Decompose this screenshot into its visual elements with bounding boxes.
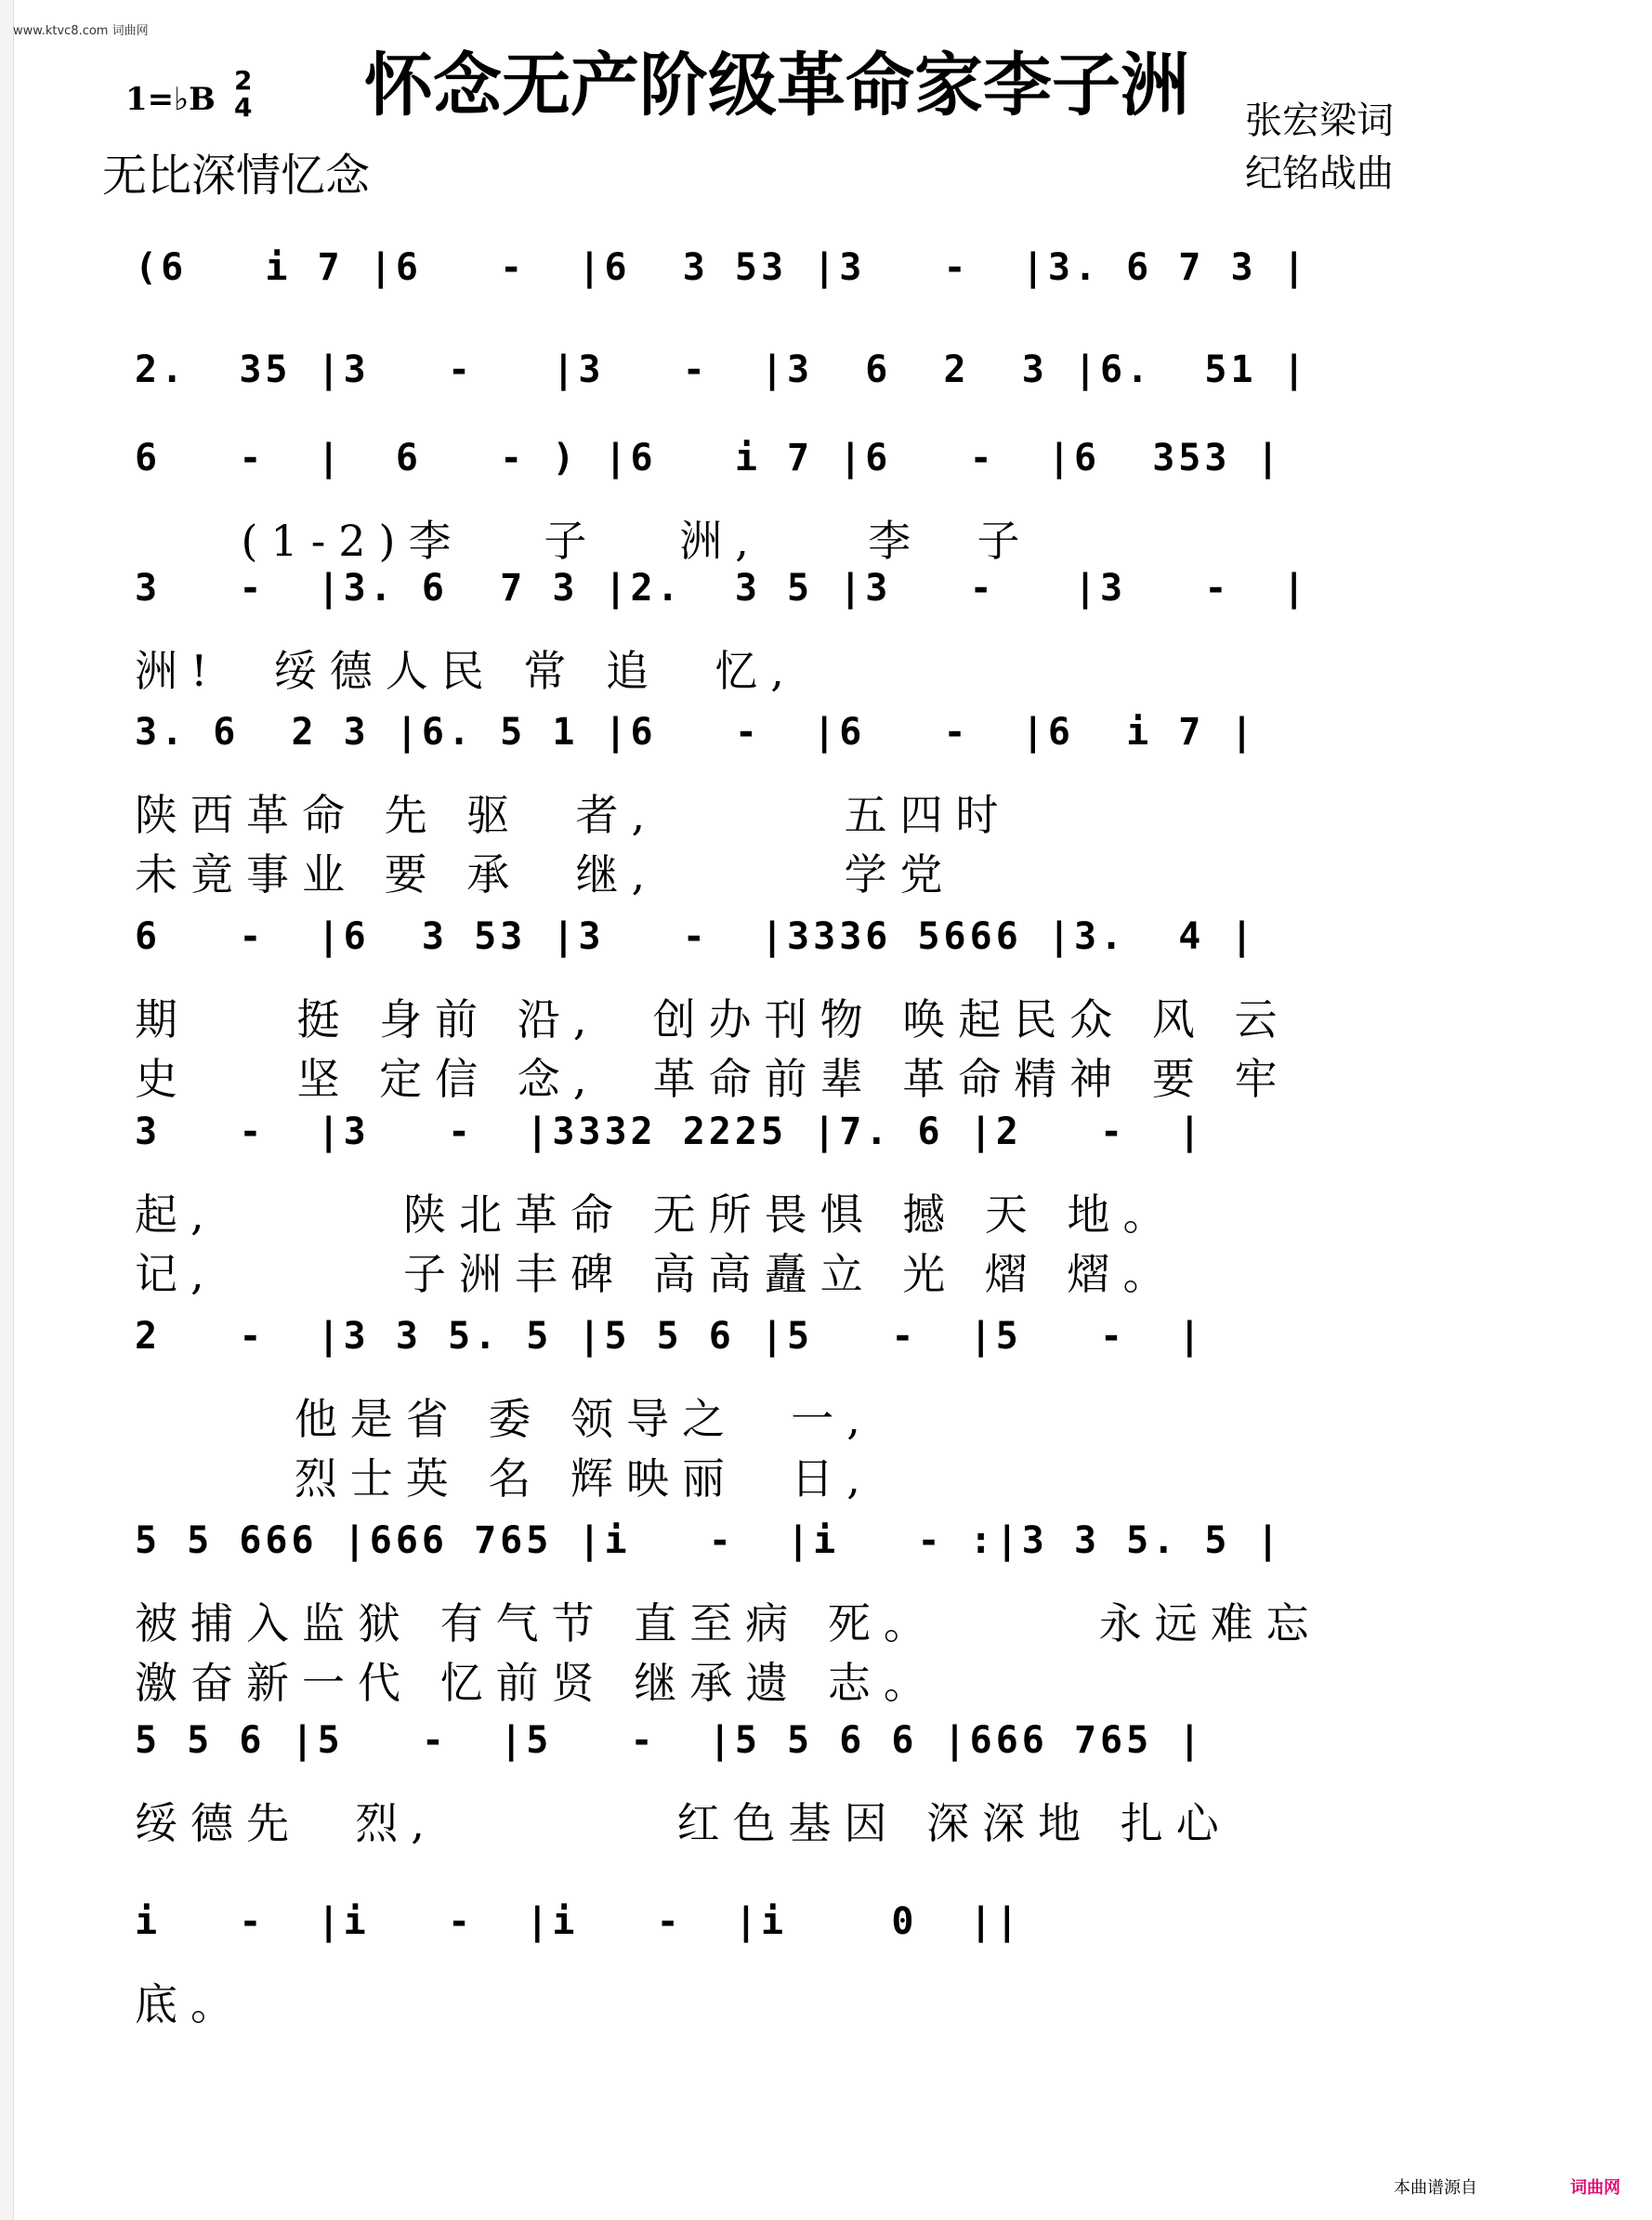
page-side-strip [0,0,14,2220]
key-signature: 1=♭B [125,81,216,118]
notation-row: 3 - |3. 6 7 3 |2. 3 5 |3 - |3 - | [135,567,1309,610]
footer-source-text: 本曲谱源自 [1394,2178,1477,2198]
notation-row: 2. 35 |3 - |3 - |3 6 2 3 |6. 51 | [135,348,1309,391]
lyric-line: 他是省 委 领导之 一, [135,1394,873,1444]
lyric-line: 史 坚 定信 念, 革命前辈 革命精神 要 牢 [135,1054,1291,1104]
notation-row: 2 - |3 3 5. 5 |5 5 6 |5 - |5 - | [135,1315,1205,1358]
expression-marking: 无比深情忆念 [102,150,371,202]
footer-brand: 词曲网 [1570,2178,1620,2198]
composer-credit: 纪铭战曲 [1245,152,1394,195]
lyric-line: 陕西革命 先 驱 者, 五四时 [135,790,1012,840]
lyric-line: 底。 [135,1979,246,2030]
lyric-line: 未竟事业 要 承 继, 学党 [135,849,956,900]
lyric-line: 激奋新一代 忆前贤 继承遗 志。 [135,1658,939,1708]
notation-row: 5 5 6 |5 - |5 - |5 5 6 6 |666 765 | [135,1719,1205,1762]
lyricist-credit: 张宏梁词 [1245,99,1394,142]
song-title: 怀念无产阶级革命家李子洲 [364,46,1189,125]
lyric-line: 绥德先 烈, 红色基因 深深地 扎心 [135,1798,1232,1848]
lyric-line: 被捕入监狱 有气节 直至病 死。 永远难忘 [135,1598,1322,1649]
site-url: www.ktvc8.com 词曲网 [13,24,149,38]
notation-row: 3 - |3 - |3332 2225 |7. 6 |2 - | [135,1110,1205,1153]
notation-row: i - |i - |i - |i 0 || [135,1900,1022,1943]
notation-row: (6 i 7 |6 - |6 3 53 |3 - |3. 6 7 3 | [135,246,1309,289]
lyric-line: 烈士英 名 辉映丽 日, [135,1453,873,1504]
lyric-line: 起, 陕北革命 无所畏惧 撼 天 地。 [135,1189,1179,1240]
lyric-line: (1-2)李 子 洲, 李 子 [135,516,1033,566]
notation-row: 3. 6 2 3 |6. 5 1 |6 - |6 - |6 i 7 | [135,711,1257,754]
notation-row: 6 - |6 3 53 |3 - |3336 5666 |3. 4 | [135,915,1257,958]
lyric-line: 记, 子洲丰碑 高高矗立 光 熠 熠。 [135,1249,1179,1299]
time-signature: 2 4 [234,65,253,124]
notation-row: 6 - | 6 - ) |6 i 7 |6 - |6 353 | [135,437,1283,479]
lyric-line: 期 挺 身前 沿, 创办刊物 唤起民众 风 云 [135,994,1291,1044]
notation-row: 5 5 666 |666 765 |i - |i - :|3 3 5. 5 | [135,1519,1283,1562]
lyric-line: 洲! 绥德人民 常 追 忆, [135,646,797,696]
